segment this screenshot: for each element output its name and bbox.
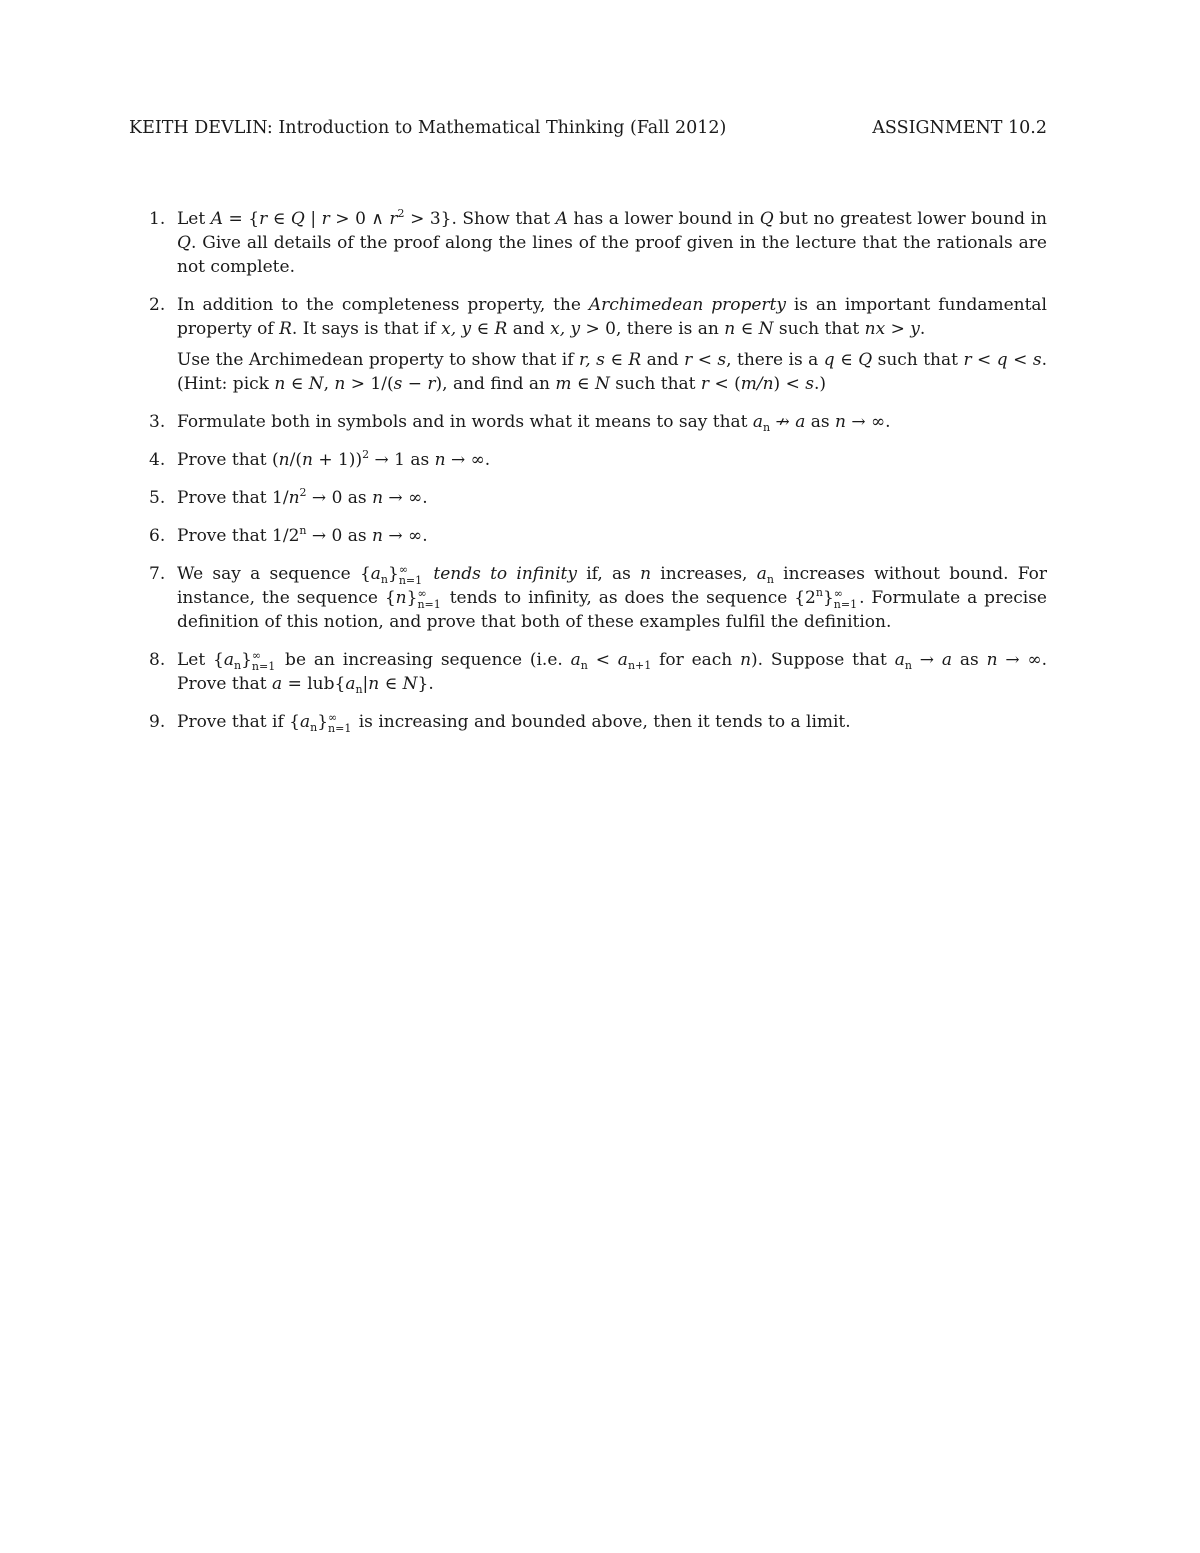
text-run: = { <box>223 209 260 229</box>
math-symbol: m/n <box>740 374 774 394</box>
problem-text <box>177 524 1047 548</box>
math-symbol: n <box>724 319 736 339</box>
text-run: → 1 as <box>369 450 435 470</box>
math-symbol: r <box>259 209 268 229</box>
math-symbol: n <box>740 650 752 670</box>
text-run: Formulate both in symbols and in words what it means to say that <box>177 412 753 432</box>
index-lower: n=1 <box>833 597 858 611</box>
subscript: n <box>380 573 389 586</box>
problem-item <box>129 562 1053 634</box>
math-symbol: A <box>210 209 223 229</box>
subscript: n <box>233 659 242 672</box>
text-run: ∈ <box>379 674 403 694</box>
problem-text <box>177 486 1047 510</box>
math-symbol: m <box>555 374 572 394</box>
problem-item <box>129 486 1047 510</box>
text-run: ). Suppose that <box>751 650 895 670</box>
math-symbol: s <box>393 374 403 394</box>
problem-item <box>129 648 1053 696</box>
text-run: such that <box>872 350 964 370</box>
math-symbol: a <box>894 650 905 670</box>
math-symbol: N <box>308 374 324 394</box>
text-run: Prove that ( <box>177 450 279 470</box>
problem-number: 5. <box>149 488 166 508</box>
problem-item <box>129 293 1053 396</box>
text-run: , <box>323 374 335 394</box>
text-run: increases, <box>651 564 757 584</box>
text-run: < <box>587 650 618 670</box>
text-run: has a lower bound in <box>567 209 760 229</box>
math-symbol: R <box>279 319 292 339</box>
text-run: ∈ <box>267 209 291 229</box>
text-run: for each <box>651 650 741 670</box>
problem-item <box>129 448 1047 472</box>
math-symbol: a <box>941 650 953 670</box>
math-symbol: r <box>427 374 436 394</box>
problem-item <box>129 710 1047 734</box>
math-symbol: n <box>368 674 380 694</box>
problem-number: 6. <box>149 526 166 546</box>
problem-number: 7. <box>149 564 166 584</box>
text-run: but no greatest lower bound in <box>773 209 1053 229</box>
text-run: → <box>911 650 942 670</box>
math-symbol: N <box>758 319 774 339</box>
math-symbol: a <box>299 712 311 732</box>
subscript: n <box>904 659 912 672</box>
math-symbol: r <box>963 350 972 370</box>
problem-text <box>177 648 1053 696</box>
text-run: as <box>952 650 987 670</box>
index-upper: ∞ <box>398 562 409 576</box>
text-run: and <box>507 319 551 339</box>
math-symbol: a <box>795 412 806 432</box>
text-run: > 3}. Show that <box>404 209 556 229</box>
text-run: We say a sequence { <box>177 564 371 584</box>
problem-item <box>129 524 1047 548</box>
text-run: } <box>388 564 399 584</box>
math-symbol: r <box>684 350 693 370</box>
index-lower: n=1 <box>398 573 423 587</box>
index-lower: n=1 <box>417 597 441 611</box>
text-run: ) < <box>773 374 806 394</box>
problem-text <box>177 293 1053 341</box>
index-lower: n=1 <box>251 659 276 673</box>
math-symbol: Q <box>759 209 774 229</box>
math-symbol: s <box>1032 350 1042 370</box>
index-upper: ∞ <box>417 586 427 600</box>
math-symbol: r <box>389 209 398 229</box>
index-upper: ∞ <box>251 648 262 662</box>
math-symbol: n <box>301 450 313 470</box>
math-symbol: r <box>700 374 710 394</box>
text-run: ∈ <box>834 350 859 370</box>
text-run: ∈ <box>735 319 759 339</box>
subscript: n+1 <box>627 659 652 672</box>
text-run: → ∞. <box>445 450 491 470</box>
text-run: Let <box>177 209 211 229</box>
subscript: n <box>763 421 771 434</box>
math-symbol: R <box>494 319 508 339</box>
math-symbol: y <box>910 319 920 339</box>
text-run: > <box>885 319 911 339</box>
problem-text <box>177 348 1053 396</box>
text-run: < <box>1007 350 1033 370</box>
text-run: In addition to the completeness property, the <box>177 295 589 315</box>
text-run: = lub{ <box>282 674 346 694</box>
math-symbol: r <box>321 209 330 229</box>
text-run: if, as <box>576 564 641 584</box>
text-run: Let { <box>177 650 224 670</box>
math-symbol: R <box>628 350 642 370</box>
text-run: . It says is that if <box>291 319 442 339</box>
math-symbol: n <box>835 412 846 432</box>
problem-number: 3. <box>149 412 166 432</box>
superscript: n <box>299 524 307 537</box>
index-upper: ∞ <box>328 710 338 724</box>
problem-text <box>177 448 1047 472</box>
math-symbol: n <box>274 374 286 394</box>
problem-text <box>177 410 1047 434</box>
math-symbol: n <box>395 588 407 608</box>
text-run: → ∞. <box>383 488 428 508</box>
math-symbol: s <box>717 350 727 370</box>
superscript: 2 <box>362 448 370 461</box>
text-run: < <box>971 350 997 370</box>
index-lower: n=1 <box>328 721 352 735</box>
superscript: n <box>815 586 823 599</box>
text-run: } <box>317 712 329 732</box>
text-run: tends to infinity, as does the sequence {2 <box>442 588 816 608</box>
math-symbol: n <box>640 564 652 584</box>
math-symbol: a <box>752 412 764 432</box>
text-run: ∈ <box>604 350 629 370</box>
text-run: < <box>692 350 718 370</box>
math-symbol: x, y <box>550 319 581 339</box>
math-symbol: a <box>370 564 381 584</box>
text-run: | <box>304 209 322 229</box>
subscript: n <box>355 683 363 696</box>
text-run: as <box>805 412 836 432</box>
text-run: ), and find an <box>435 374 556 394</box>
problem-item <box>129 410 1047 434</box>
text-run: Prove that 1/2 <box>177 526 300 546</box>
text-run: .) <box>813 374 827 394</box>
math-symbol: a <box>756 564 767 584</box>
text-run: . Give all details of the proof along the lines of the proof given in the lecture that the rationals are not complete. <box>177 233 1053 277</box>
subscript: n <box>766 573 774 586</box>
problem-text <box>177 207 1053 279</box>
text-run: } <box>822 588 834 608</box>
math-symbol: n <box>288 488 300 508</box>
emphasized-term: Archimedean property <box>588 295 786 315</box>
problem-number: 8. <box>149 650 166 670</box>
math-symbol: q <box>823 350 835 370</box>
sequence-index-range <box>399 564 422 586</box>
text-run: } <box>406 588 418 608</box>
text-run: > 0 ∧ <box>329 209 390 229</box>
text-run: be an increasing sequence (i.e. <box>277 650 571 670</box>
math-symbol: s <box>805 374 814 394</box>
header-course-title: KEITH DEVLIN: Introduction to Mathematical Thinking (Fall 2012) <box>129 118 727 138</box>
text-run: Prove that 1/ <box>177 488 289 508</box>
problem-number: 1. <box>149 209 166 229</box>
text-run: such that <box>773 319 865 339</box>
math-symbol: n <box>372 526 383 546</box>
text-run: Use the Archimedean property to show that if <box>177 350 579 370</box>
text-run: → ∞. Prove that <box>177 650 1053 694</box>
math-symbol: Q <box>858 350 873 370</box>
superscript: 2 <box>397 207 405 220</box>
math-symbol: n <box>986 650 998 670</box>
subscript: n <box>580 659 588 672</box>
math-symbol: Q <box>177 233 191 253</box>
text-run: is an important fundamental property of <box>177 295 1053 339</box>
math-symbol: nx <box>864 319 886 339</box>
math-symbol: a <box>223 650 234 670</box>
text-run: } <box>241 650 252 670</box>
problem-number: 9. <box>149 712 166 732</box>
math-symbol: r, s <box>578 350 605 370</box>
problem-list <box>129 207 1053 748</box>
math-symbol: a <box>570 650 581 670</box>
math-symbol: N <box>594 374 610 394</box>
math-symbol: A <box>555 209 568 229</box>
sequence-index-range <box>252 650 275 672</box>
sequence-index-range <box>328 712 351 734</box>
text-run: → 0 as <box>306 488 373 508</box>
text-run: /( <box>289 450 302 470</box>
text-run: < ( <box>709 374 741 394</box>
math-symbol: q <box>996 350 1008 370</box>
emphasized-term: tends to infinity <box>433 564 577 584</box>
text-run: increases without bound. For instance, the sequence { <box>177 564 1053 608</box>
problem-text <box>177 562 1053 634</box>
math-symbol: n <box>434 450 446 470</box>
problem-text <box>177 710 1047 734</box>
text-run: and <box>641 350 685 370</box>
text-run: }. <box>417 674 434 694</box>
text-run: Prove that if { <box>177 712 300 732</box>
text-run: → ∞. <box>845 412 891 432</box>
math-symbol: a <box>345 674 356 694</box>
text-run: ∈ <box>571 374 595 394</box>
math-symbol: N <box>402 674 418 694</box>
math-symbol: x, y <box>441 319 472 339</box>
problem-number: 2. <box>149 295 166 315</box>
text-run: ↛ <box>770 412 796 432</box>
text-run: is increasing and bounded above, then it tends to a limit. <box>353 712 851 732</box>
sequence-index-range <box>834 588 857 610</box>
problem-number: 4. <box>149 450 166 470</box>
math-symbol: n <box>372 488 384 508</box>
text-run: > 1/( <box>345 374 394 394</box>
math-symbol: n <box>278 450 290 470</box>
math-symbol: n <box>334 374 346 394</box>
text-run: → 0 as <box>306 526 373 546</box>
page-header <box>129 116 1047 140</box>
text-run: . (Hint: pick <box>177 350 1053 394</box>
text-run: ∈ <box>285 374 309 394</box>
math-symbol: Q <box>290 209 305 229</box>
text-run: ∈ <box>471 319 495 339</box>
index-upper: ∞ <box>833 586 843 600</box>
superscript: 2 <box>299 486 307 499</box>
text-run: | <box>362 674 369 694</box>
text-run: > 0, there is an <box>580 319 725 339</box>
subscript: n <box>310 721 318 734</box>
text-run: . <box>919 319 926 339</box>
text-run: + 1)) <box>312 450 363 470</box>
text-run: − <box>402 374 428 394</box>
text-run: → ∞. <box>382 526 428 546</box>
math-symbol: a <box>272 674 283 694</box>
sequence-index-range <box>417 588 440 610</box>
problem-item <box>129 207 1053 279</box>
math-symbol: a <box>617 650 628 670</box>
text-run: . Formulate a precise definition of this notion, and prove that both of these examples fulfil the definition. <box>177 588 1053 632</box>
text-run: such that <box>609 374 701 394</box>
header-assignment-label: ASSIGNMENT 10.2 <box>872 118 1047 138</box>
text-run: , there is a <box>726 350 824 370</box>
